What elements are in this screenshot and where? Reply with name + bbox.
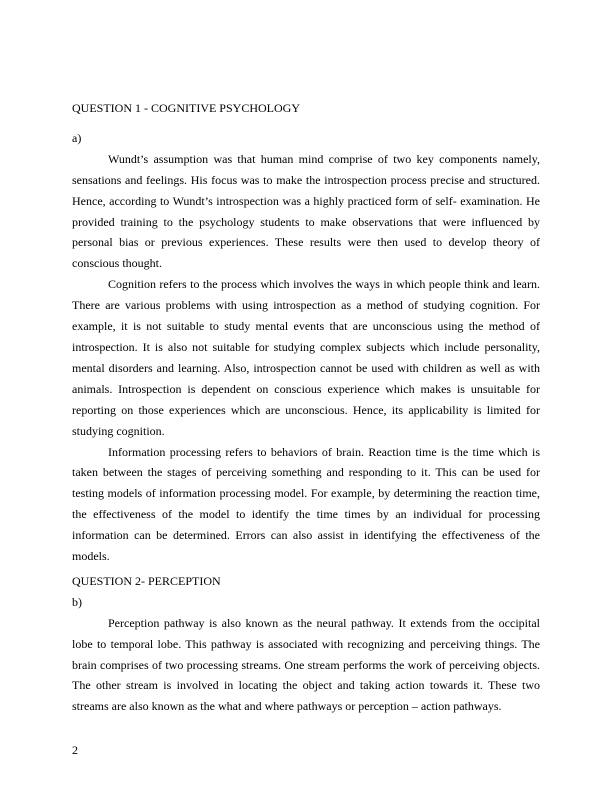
section-heading-question-1: QUESTION 1 - COGNITIVE PSYCHOLOGY — [72, 101, 300, 115]
paragraph-perception-pathway: Perception pathway is also known as the neural pathway. It extends from the occipital lobe to temporal lobe. This pathway is associated with recognizing and perceiving things. The brain comprises of two processing streams. One stream performs the work of perceiving objects. The other stream is involved in locating the object and taking action towards it. These two streams are also known as the what and where pathways or perception – action pathways. — [72, 615, 540, 714]
paragraph-information-processing: Information processing refers to behaviors of brain. Reaction time is the time which is taken between the stages of perceiving something and responding to it. This can be used for testing models of information processing model. For example, by determining the reaction time, the effectiveness of the model to identify the time times by an individual for processing information can be determined. Errors can also assist in identifying the effectiveness of the models. — [72, 444, 540, 564]
paragraph-wundt-assumption: Wundt’s assumption was that human mind comprise of two key components namely, sensations and feelings. His focus was to make the introspection process precise and structured. Hence, according to Wundt’s introspection was a highly practiced form of self- examination. He provided training to the psychology students to make observations that were influenced by personal bias or previous experiences. These results were then used to develop theory of conscious thought. — [72, 151, 540, 271]
page-content — [72, 98, 540, 717]
section-heading-question-2: QUESTION 2- PERCEPTION — [72, 573, 221, 588]
paragraph-cognition-introspection: Cognition refers to the process which involves the ways in which people think and learn. There are various problems with using introspection as a method of studying cognition. For example, it is not suitable to study mental events that are unconscious using the method of introspection. It is also not suitable for studying complex subjects which include personality, mental disorders and learning. Also, introspection cannot be used with children as well as with animals. Introspection is dependent on conscious experience which makes is unsuitable for reporting on those experiences which are unconscious. Hence, its applicability is limited for studying cognition. — [72, 277, 540, 438]
subpart-marker-a: a) — [72, 130, 82, 145]
page-number: 2 — [72, 743, 78, 757]
subpart-marker-b: b) — [72, 594, 82, 609]
